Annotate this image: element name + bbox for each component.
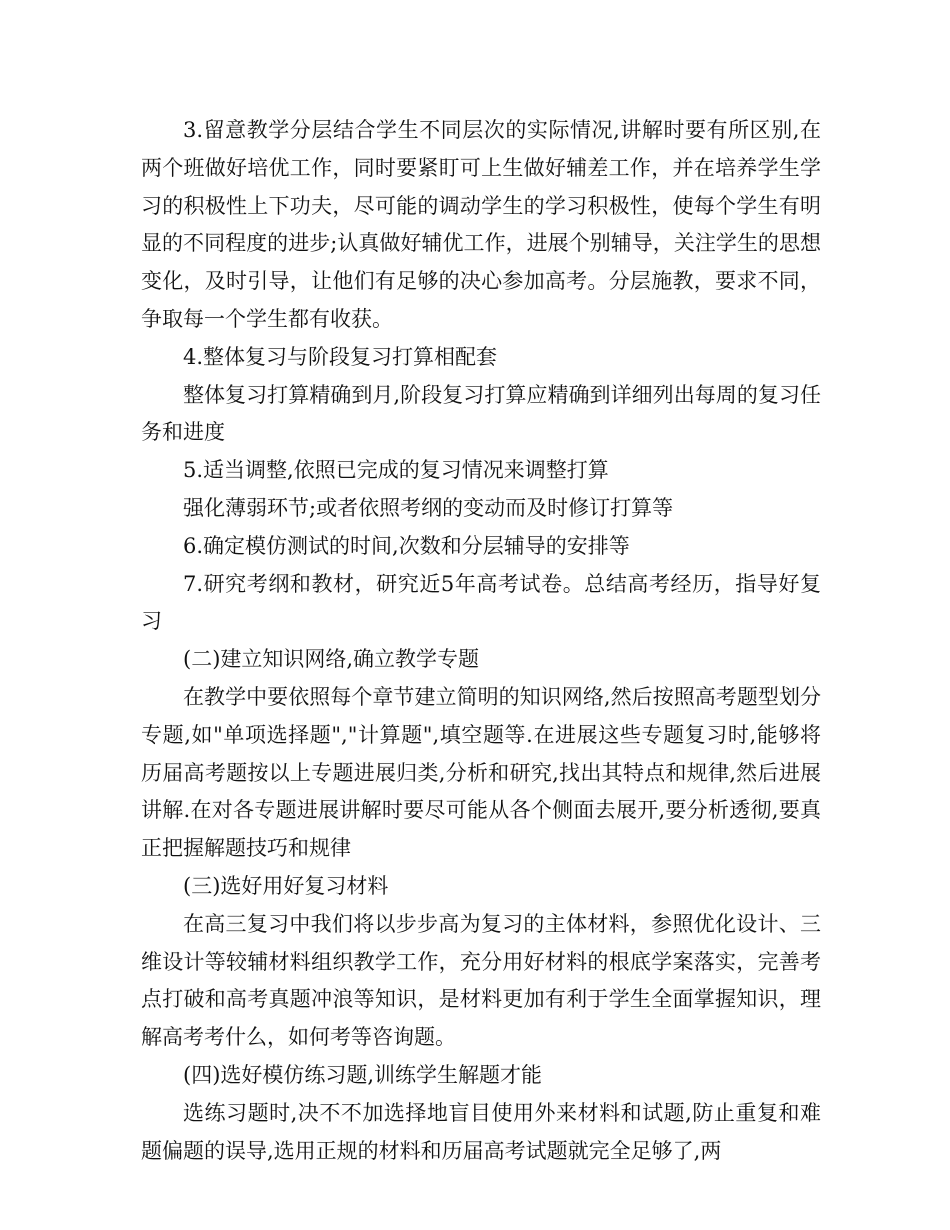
paragraph-knowledge-network: 在教学中要依照每个章节建立简明的知识网络,然后按照高考题型划分专题,如"单项选择题","计算题",填空题等.在进展这些专题复习时,能够将历届高考题按以上专题进展归类,分析和研究,找出其特点和规律,然后进展讲解.在对各专题进展讲解时要尽可能从各个侧面去展开,要分析透彻,要真正把握解题技巧和规律	[141, 684, 821, 861]
paragraph-study-syllabus: 7.研究考纲和教材，研究近5年高考试卷。总结高考经历，指导好复习	[141, 571, 821, 634]
paragraph-mock-tests: 6.确定模仿测试的时间,次数和分层辅导的安排等	[183, 533, 630, 558]
paragraph-strengthen-weak: 强化薄弱环节;或者依照考纲的变动而及时修订打算等	[183, 495, 674, 520]
paragraph-heading-adjustment: 5.适当调整,依照已完成的复习情况来调整打算	[183, 458, 609, 483]
paragraph-layered-teaching: 3.留意教学分层结合学生不同层次的实际情况,讲解时要有所区别,在两个班做好培优工作，同时要紧盯可上生做好辅差工作，并在培养学生学习的积极性上下功夫，尽可能的调动学生的学习积极性，使每个学生有明显的不同程度的进步;认真做好辅优工作，进展个别辅导，关注学生的思想变化，及时引导，让他们有足够的决心参加高考。分层施教，要求不同，争取每一个学生都有收获。	[141, 118, 821, 331]
document-body	[141, 112, 821, 1170]
paragraph-overall-review-plan: 整体复习打算精确到月,阶段复习打算应精确到详细列出每周的复习任务和进度	[141, 382, 821, 445]
paragraph-heading-knowledge-network: (二)建立知识网络,确立教学专题	[183, 647, 480, 672]
paragraph-practice-problems: 选练习题时,决不不加选择地盲目使用外来材料和试题,防止重复和难题偏题的误导,选用正规的材料和历届高考试题就完全足够了,两	[141, 1100, 821, 1163]
paragraph-heading-practice-problems: (四)选好模仿练习题,训练学生解题才能	[183, 1062, 543, 1087]
paragraph-heading-overall-review: 4.整体复习与阶段复习打算相配套	[183, 344, 498, 369]
paragraph-heading-review-materials: (三)选好用好复习材料	[183, 873, 389, 898]
paragraph-review-materials: 在高三复习中我们将以步步高为复习的主体材料，参照优化设计、三维设计等较辅材料组织教学工作，充分用好材料的根底学案落实，完善考点打破和高考真题冲浪等知识，是材料更加有利于学生全面掌握知识，理解高考考什么，如何考等咨询题。	[141, 911, 821, 1050]
